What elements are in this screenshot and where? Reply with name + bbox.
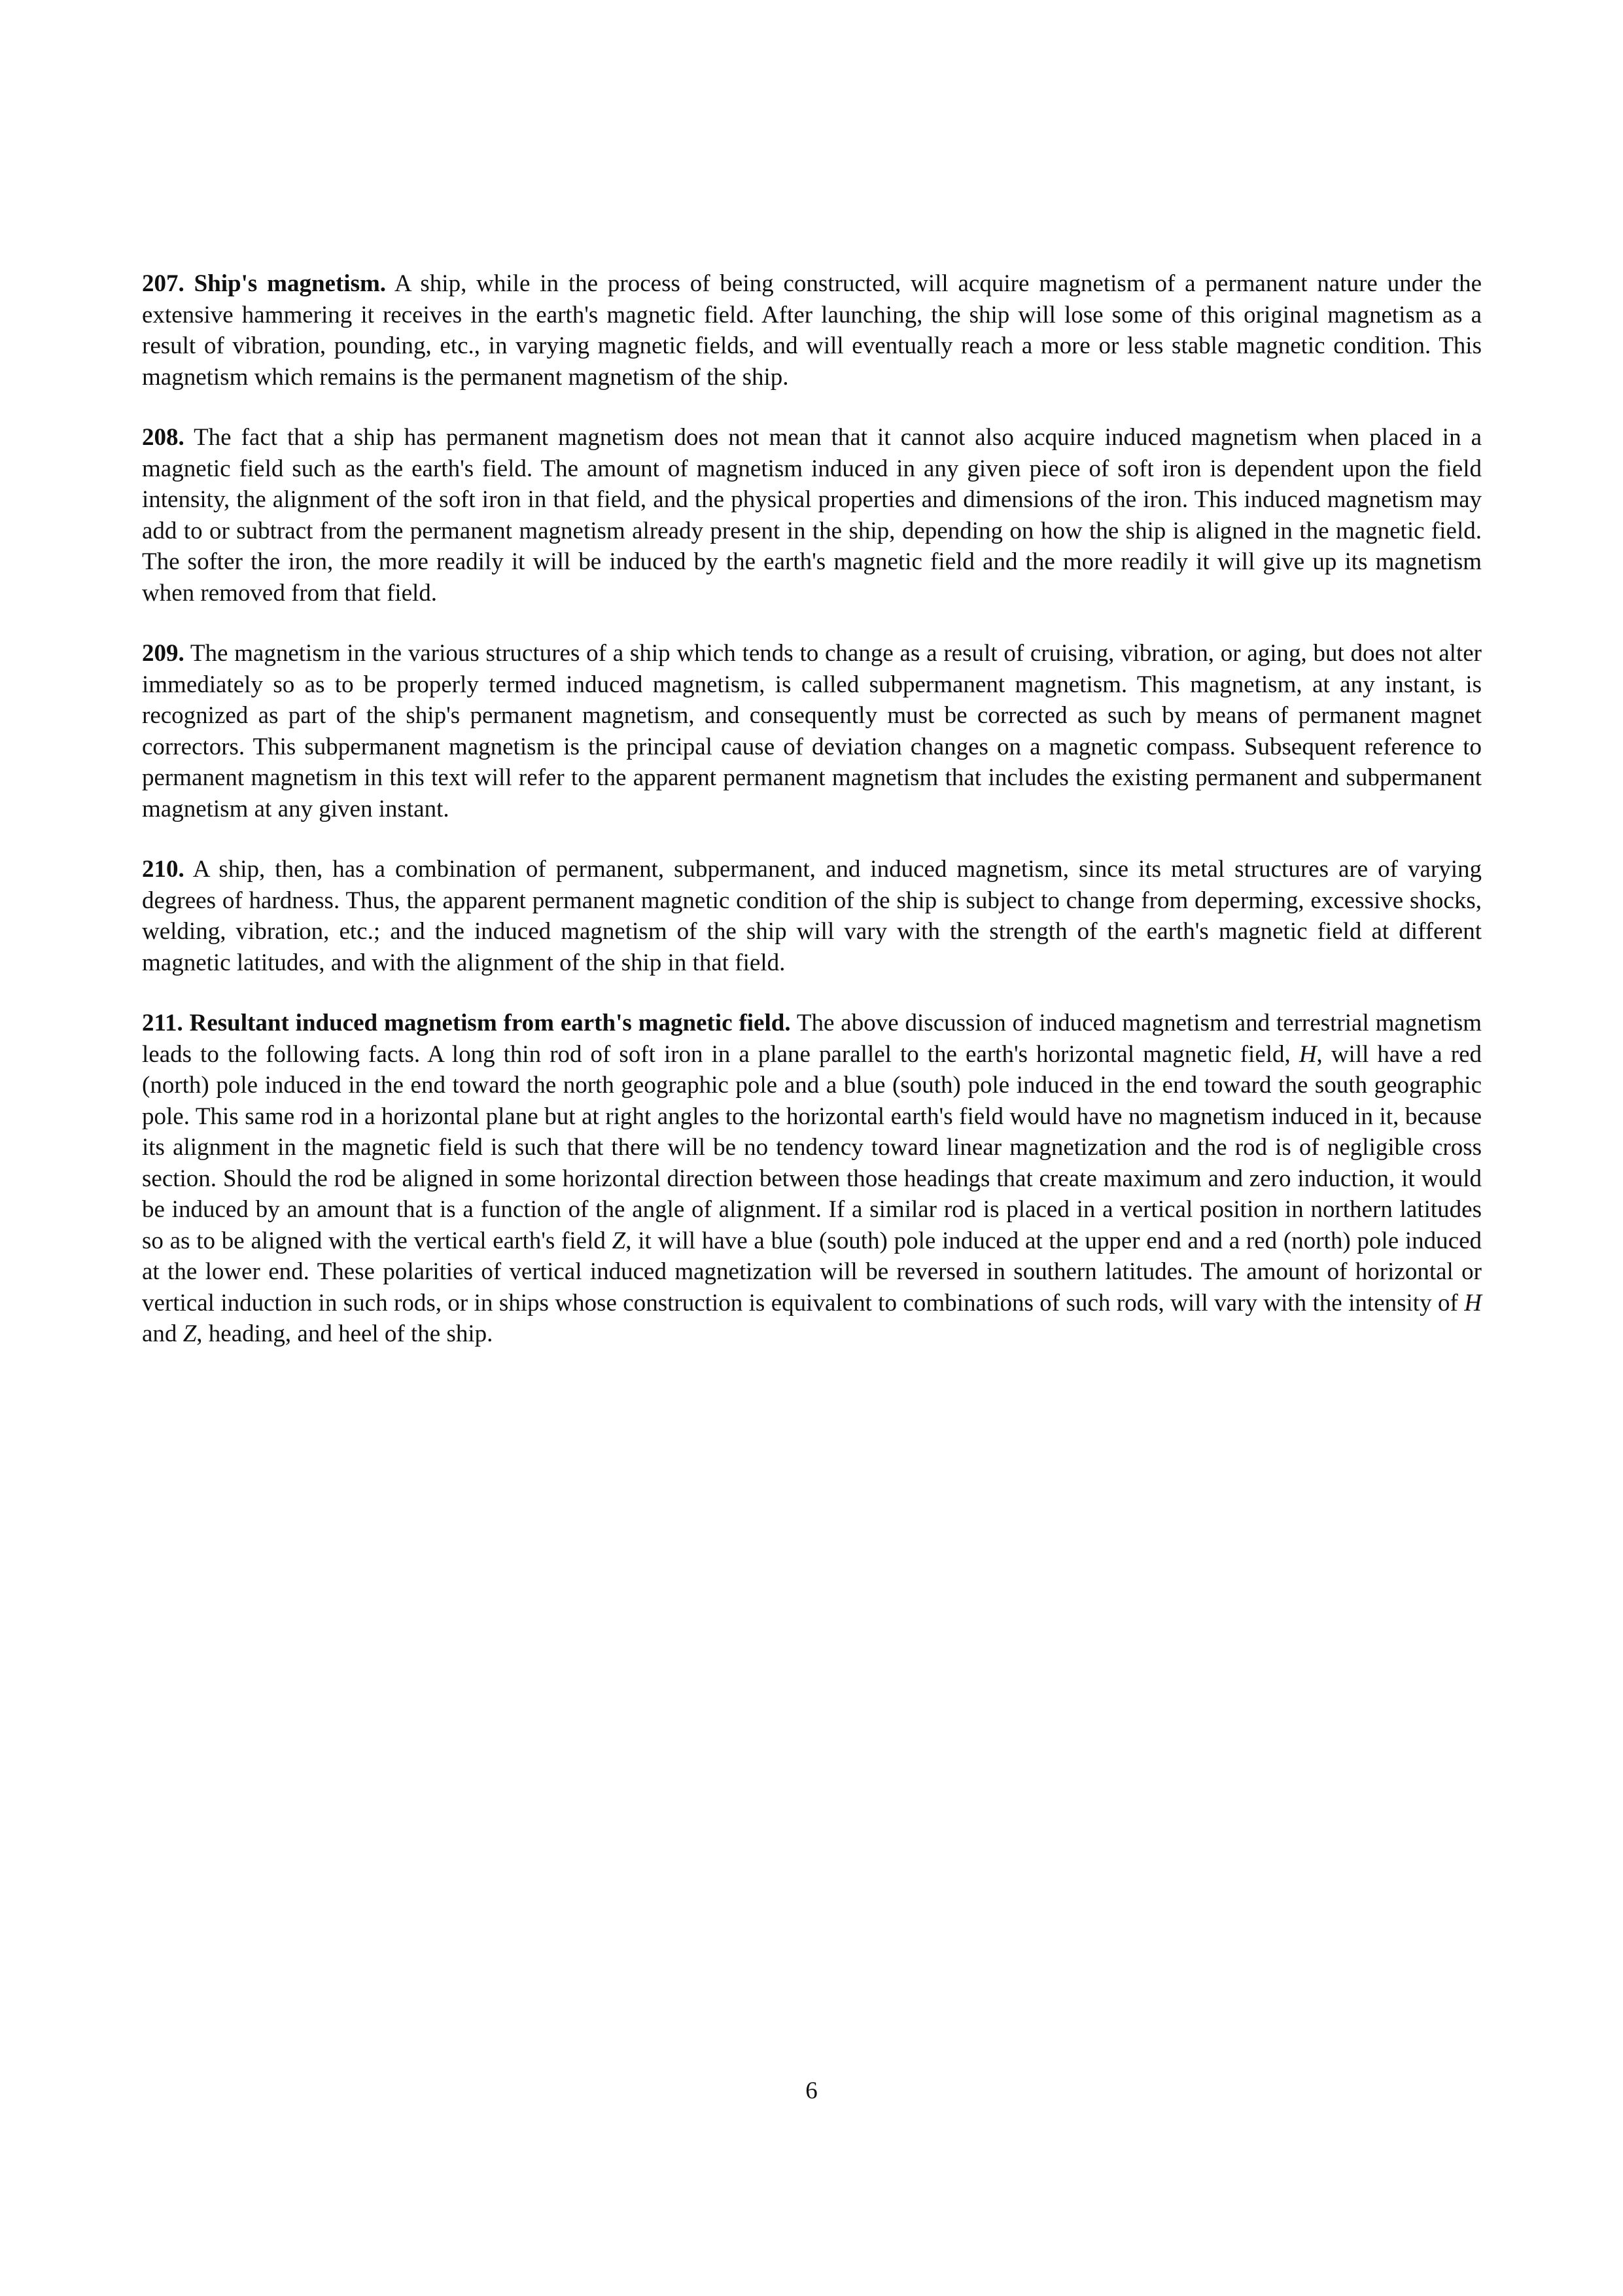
- paragraph-text: , heading, and heel of the ship.: [196, 1320, 493, 1347]
- paragraph-number: 210.: [142, 856, 184, 883]
- paragraph-number: 207.: [142, 270, 184, 297]
- paragraph-207: [142, 268, 1482, 393]
- paragraph-208: [142, 422, 1482, 609]
- paragraph-text: The fact that a ship has permanent magnetism does not mean that it cannot also acquire induced magnetism when placed in a magnetic field such as the earth's field. The amount of magnetism induced in any given piece of soft iron is dependent upon the field intensity, the alignment of the soft iron in that field, and the physical properties and dimensions of the iron. This induced magnetism may add to or subtract from the permanent magnetism already present in the ship, depending on how the ship is aligned in the magnetic field. The softer the iron, the more readily it will be induced by the earth's magnetic field and the more readily it will give up its magnetism when removed from that field.: [142, 424, 1482, 607]
- paragraph-text: A ship, then, has a combination of permanent, subpermanent, and induced magnetism, since its metal structures are of varying degrees of hardness. Thus, the apparent permanent magnetic condition of the ship is subject to change from deperming, excessive shocks, welding, vibration, etc.; and the induced magnetism of the ship will vary with the strength of the earth's magnetic field at different magnetic latitudes, and with the alignment of the ship in that field.: [142, 856, 1482, 976]
- paragraph-text: , will have a red (north) pole induced in the end toward the north geographic pole and a blue (south) pole induced in the end toward the south geographic pole. This same rod in a horizontal plane but at right angles to the horizontal earth's field would have no magnetism induced in it, because its alignment in the magnetic field is such that there will be no tendency toward linear magnetization and the rod is of negligible cross section. Should the rod be aligned in some horizontal direction between those headings that create maximum and zero induction, it would be induced by an amount that is a function of the angle of alignment. If a similar rod is placed in a vertical position in northern latitudes so as to be aligned with the vertical earth's field: [142, 1040, 1482, 1254]
- paragraph-209: [142, 638, 1482, 824]
- paragraph-text: The above discussion of induced magnetism and terrestrial magnetism leads to the following facts. A long thin rod of soft iron in a plane parallel to the earth's horizontal magnetic field,: [142, 1010, 1482, 1068]
- symbol-z: Z: [183, 1320, 197, 1347]
- paragraph-text: A ship, while in the process of being constructed, will acquire magnetism of a permanent nature under the extensive hammering it receives in the earth's magnetic field. After launching, the ship will lose some of this original magnetism as a result of vibration, pounding, etc., in varying magnetic fields, and will eventually reach a more or less stable magnetic condition. This magnetism which remains is the permanent magnetism of the ship.: [142, 270, 1482, 391]
- paragraph-number: 208.: [142, 424, 184, 451]
- paragraph-210: [142, 854, 1482, 978]
- paragraph-text: and: [142, 1320, 183, 1347]
- section-heading: Resultant induced magnetism from earth's magnetic field.: [189, 1010, 791, 1036]
- paragraph-number: 209.: [142, 640, 184, 667]
- section-heading: Ship's magnetism.: [194, 270, 387, 297]
- paragraph-211: [142, 1008, 1482, 1350]
- page-number: 6: [805, 2077, 818, 2104]
- paragraph-text: The magnetism in the various structures of a ship which tends to change as a result of cruising, vibration, or aging, but does not alter immediately so as to be properly termed induced magnetism, is called subpermanent magnetism. This magnetism, at any instant, is recognized as part of the ship's permanent magnetism, and consequently must be corrected as such by means of permanent magnet correctors. This subpermanent magnetism is the principal cause of deviation changes on a magnetic compass. Subsequent reference to permanent magnetism in this text will refer to the apparent permanent magnetism that includes the existing permanent and subpermanent magnetism at any given instant.: [142, 640, 1482, 822]
- symbol-h: H: [1299, 1040, 1317, 1068]
- paragraph-number: 211.: [142, 1010, 183, 1036]
- symbol-h: H: [1464, 1289, 1482, 1316]
- document-body: [142, 268, 1482, 1379]
- paragraph-text: , it will have a blue (south) pole induced at the upper end and a red (north) pole induced at the lower end. These polarities of vertical induced magnetization will be reversed in southern latitudes. The amount of horizontal or vertical induction in such rods, or in ships whose construction is equivalent to combinations of such rods, will vary with the intensity of: [142, 1227, 1482, 1316]
- symbol-z: Z: [612, 1227, 626, 1254]
